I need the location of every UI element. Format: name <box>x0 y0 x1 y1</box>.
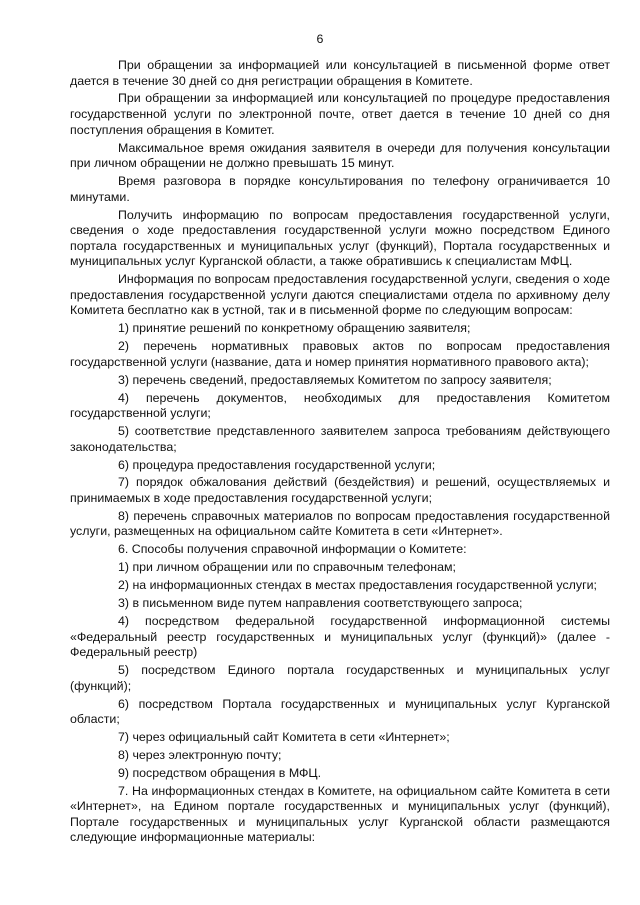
list-item: 7) порядок обжалования действий (бездействия) и решений, осуществляемых и принимаемых в ходе предоставления государственной услуги; <box>70 475 610 505</box>
list-item: 2) на информационных стендах в местах предоставления государственной услуги; <box>118 578 597 593</box>
paragraph: Информация по вопросам предоставления государственной услуги, сведения о ходе предоставления государственной услуги даются специалистами отдела по архивному делу Комитета бесплатно как в устной, так и в письменной форме по следующим вопросам: <box>70 272 610 318</box>
list-item: 6) посредством Портала государственных и муниципальных услуг Курганской области; <box>70 696 610 727</box>
list-item: 3) в письменном виде путем направления соответствующего запроса; <box>118 596 523 611</box>
list-item: 1) принятие решений по конкретному обращению заявителя; <box>118 321 471 336</box>
paragraph: При обращении за информацией или консультацией в письменной форме ответ дается в течение 30 дней со дня регистрации обращения в Комитете. <box>70 58 610 88</box>
list-item: 8) перечень справочных материалов по вопросам предоставления государственной услуги, размещенных на официальном сайте Комитета в сети «Интернет». <box>70 508 610 539</box>
list-item: 9) посредством обращения в МФЦ. <box>118 765 322 780</box>
section-heading: 6. Способы получения справочной информации о Комитете: <box>118 542 467 557</box>
list-item: 1) при личном обращении или по справочным телефонам; <box>118 560 456 575</box>
document-body <box>70 58 610 848</box>
list-item: 3) перечень сведений, предоставляемых Комитетом по запросу заявителя; <box>118 372 552 387</box>
list-item: 4) перечень документов, необходимых для предоставления Комитетом государственной услуги; <box>70 390 610 421</box>
paragraph: Получить информацию по вопросам предоставления государственной услуги, сведения о ходе предоставления государственной услуги можно посредством Единого портала государственных и муниципальных услуг (функций), Портала государственных и муниципальных услуг Курганской области, а также обратившись к специалистам МФЦ. <box>70 207 610 269</box>
list-item: 2) перечень нормативных правовых актов по вопросам предоставления государственной услуги (название, дата и номер принятия нормативного правового акта); <box>70 339 610 369</box>
page-number: 6 <box>316 32 324 46</box>
paragraph: При обращении за информацией или консультацией по процедуре предоставления государственной услуги по электронной почте, ответ дается в течение 10 дней со дня поступления обращения в Комитет. <box>70 91 610 137</box>
list-item: 5) посредством Единого портала государственных и муниципальных услуг (функций); <box>70 663 610 693</box>
list-item: 5) соответствие представленного заявителем запроса требованиям действующего законодательства; <box>70 424 610 454</box>
list-item: 7) через официальный сайт Комитета в сети «Интернет»; <box>118 729 450 744</box>
list-item: 6) процедура предоставления государственной услуги; <box>118 457 436 472</box>
list-item: 4) посредством федеральной государственной информационной системы «Федеральный реестр государственных и муниципальных услуг (функций)» (далее - Федеральный реестр) <box>70 613 610 660</box>
paragraph: Максимальное время ожидания заявителя в очереди для получения консультации при личном обращении не должно превышать 15 минут. <box>70 140 610 171</box>
list-item: 8) через электронную почту; <box>118 747 282 762</box>
paragraph: Время разговора в порядке консультирования по телефону ограничивается 10 минутами. <box>70 174 610 204</box>
paragraph: 7. На информационных стендах в Комитете, на официальном сайте Комитета в сети «Интернет», на Едином портале государственных и муниципальных услуг (функций), Портале государственных и муниципальных услуг Курганской области размещаются следующие информационные материалы: <box>70 783 610 845</box>
